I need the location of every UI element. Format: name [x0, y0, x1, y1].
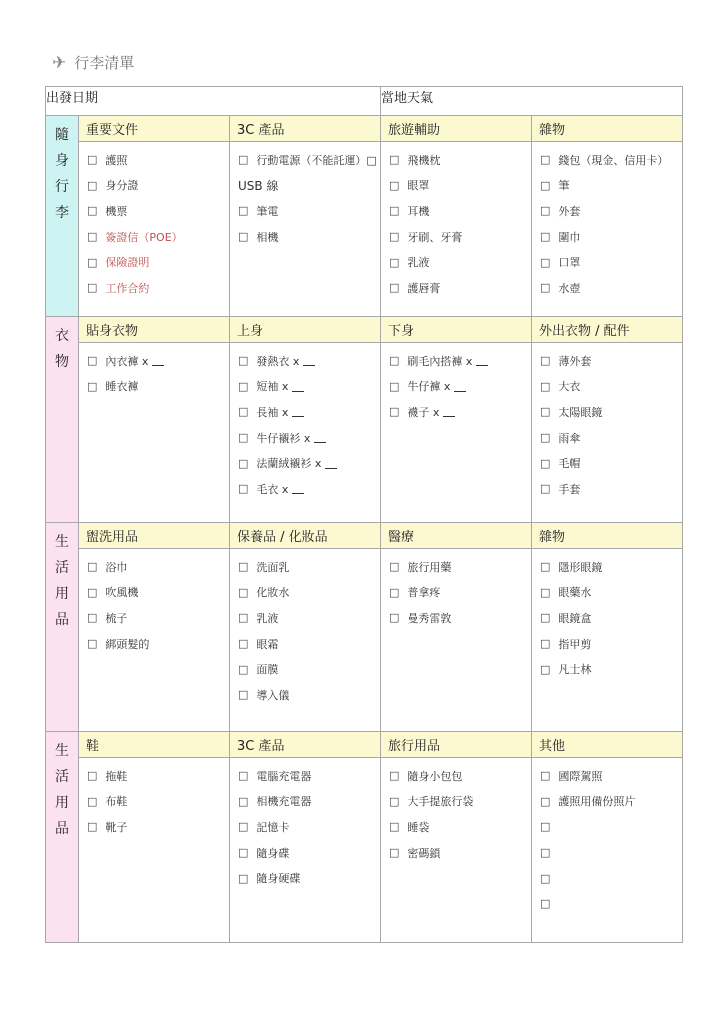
checklist-item-label: 普拿疼: [407, 586, 441, 600]
checklist-item-label: 相機充電器: [256, 795, 312, 809]
checkbox-icon[interactable]: □: [540, 662, 551, 676]
checklist-item-label: 牛仔褲 x: [407, 380, 451, 394]
checkbox-icon[interactable]: □: [389, 281, 400, 295]
checkbox-icon[interactable]: □: [540, 611, 551, 625]
checklist-item[interactable]: [238, 348, 380, 374]
checklist-item-label: 眼霜: [256, 637, 279, 651]
side-label-char: 生: [55, 743, 69, 759]
checklist-item[interactable]: [87, 249, 229, 275]
checkbox-icon[interactable]: □: [238, 204, 249, 218]
checklist-item-label: 行動電源（不能託運）□: [256, 153, 377, 167]
checklist-item[interactable]: [238, 476, 380, 502]
checkbox-icon[interactable]: □: [540, 456, 551, 470]
checklist-item-label: 護唇膏: [407, 281, 441, 295]
checklist-item-label: 拖鞋: [105, 769, 128, 783]
checklist-item-label: 旅行用藥: [407, 560, 452, 574]
local-weather-cell[interactable]: 當地天氣: [381, 87, 683, 116]
checklist-item-label: 面膜: [256, 663, 279, 677]
checkbox-icon[interactable]: □: [238, 456, 249, 470]
quantity-blank[interactable]: [314, 432, 326, 443]
checkbox-icon[interactable]: □: [87, 230, 98, 244]
checkbox-icon[interactable]: □: [238, 230, 249, 244]
checklist-item-label: 飛機枕: [407, 153, 441, 167]
side-label-char: 用: [55, 795, 69, 811]
side-label-char: 隨: [55, 127, 69, 143]
checkbox-icon[interactable]: □: [540, 871, 551, 885]
checkbox-icon[interactable]: □: [389, 820, 400, 834]
category-items: [230, 142, 381, 317]
checklist-item-label: 眼罩: [407, 179, 430, 193]
checklist-item[interactable]: [540, 476, 682, 502]
section-items-row: [46, 549, 683, 732]
checkbox-icon[interactable]: □: [238, 794, 249, 808]
checklist-item-label: 身分證: [105, 179, 139, 193]
checklist-item[interactable]: [540, 891, 682, 917]
checklist-item-label: 密碼鎖: [407, 846, 441, 860]
section-items-row: [46, 343, 683, 523]
side-label-char: 活: [55, 769, 69, 785]
checklist-item[interactable]: [238, 763, 380, 789]
checklist-item[interactable]: [540, 840, 682, 866]
checkbox-icon[interactable]: □: [389, 405, 400, 419]
checklist-item-label: 簽證信（POE）: [105, 230, 183, 244]
category-items: [532, 343, 683, 523]
checkbox-icon[interactable]: □: [238, 354, 249, 368]
section-side-label: [46, 732, 79, 943]
checklist-item[interactable]: [540, 605, 682, 631]
checklist-item[interactable]: [238, 865, 380, 891]
checklist-item-label: 梳子: [105, 611, 128, 625]
checklist-item[interactable]: [540, 147, 682, 173]
checklist-item[interactable]: [87, 348, 229, 374]
category-header: 盥洗用品: [79, 523, 230, 549]
checklist-item[interactable]: [540, 763, 682, 789]
category-header: 保養品 / 化妝品: [230, 523, 381, 549]
checklist-item[interactable]: [540, 865, 682, 891]
section-header-row: [46, 317, 683, 343]
checkbox-icon[interactable]: □: [87, 178, 98, 192]
checkbox-icon[interactable]: □: [238, 688, 249, 702]
checklist-item-label: 睡袋: [407, 820, 430, 834]
checklist-item[interactable]: [540, 789, 682, 815]
checklist-item[interactable]: [87, 814, 229, 840]
checklist-item-label: 牛仔襯衫 x: [256, 431, 311, 445]
quantity-blank[interactable]: [292, 483, 304, 494]
page-title-block: [52, 52, 134, 73]
category-items: [381, 343, 532, 523]
checkbox-icon[interactable]: □: [238, 405, 249, 419]
checkbox-icon[interactable]: □: [87, 769, 98, 783]
checkbox-icon[interactable]: □: [389, 794, 400, 808]
checklist-item-label: 口罩: [558, 256, 581, 270]
airplane-icon: ✈: [52, 52, 67, 73]
checklist-item[interactable]: [540, 275, 682, 301]
category-items: [79, 758, 230, 943]
category-items: [79, 343, 230, 523]
checkbox-icon[interactable]: □: [540, 379, 551, 393]
checklist-item-label: 相機: [256, 230, 279, 244]
checklist-item-label: 乳液: [407, 256, 430, 270]
header-row: [46, 87, 683, 116]
checkbox-icon[interactable]: □: [540, 281, 551, 295]
category-header: 旅遊輔助: [381, 116, 532, 142]
checklist-item[interactable]: [540, 198, 682, 224]
checklist-item-label: 電腦充電器: [256, 769, 312, 783]
side-label-char: 品: [55, 821, 69, 837]
checkbox-icon[interactable]: □: [389, 204, 400, 218]
checklist-item[interactable]: [540, 348, 682, 374]
checklist-item[interactable]: [238, 450, 380, 476]
checklist-item-label: 刷毛內搭褲 x: [407, 354, 473, 368]
category-items: [532, 549, 683, 732]
checklist-item-label: 長袖 x: [256, 405, 289, 419]
checkbox-icon[interactable]: □: [238, 482, 249, 496]
checklist-item-label: 牙刷、牙膏: [407, 230, 463, 244]
checkbox-icon[interactable]: □: [87, 153, 98, 167]
checkbox-icon[interactable]: □: [389, 585, 400, 599]
checklist-item-label: 洗面乳: [256, 560, 290, 574]
checklist-item[interactable]: [87, 605, 229, 631]
category-header: 貼身衣物: [79, 317, 230, 343]
checklist-item-label: 短袖 x: [256, 380, 289, 394]
category-header: 雜物: [532, 116, 683, 142]
section-items-row: [46, 758, 683, 943]
checklist-item[interactable]: [238, 198, 380, 224]
checklist-item-label: 隨身小包包: [407, 769, 463, 783]
checklist-item-label: 毛帽: [558, 457, 581, 471]
checkbox-icon[interactable]: □: [238, 871, 249, 885]
checkbox-icon[interactable]: □: [540, 820, 551, 834]
checkbox-icon[interactable]: □: [238, 611, 249, 625]
checklist-item[interactable]: [238, 789, 380, 815]
checklist-item-label: 水壺: [558, 281, 581, 295]
checklist-item-label: 浴巾: [105, 560, 128, 574]
checklist-item[interactable]: [540, 580, 682, 606]
quantity-blank[interactable]: [443, 406, 455, 417]
checklist-item-label: 睡衣褲: [105, 380, 139, 394]
checklist-item-label: 隱形眼鏡: [558, 560, 603, 574]
checkbox-icon[interactable]: □: [389, 153, 400, 167]
checklist-item-label: 機票: [105, 204, 128, 218]
checklist-item[interactable]: [87, 224, 229, 250]
checkbox-icon[interactable]: □: [540, 153, 551, 167]
checklist-item-label: 國際駕照: [558, 769, 603, 783]
category-header: 旅行用品: [381, 732, 532, 758]
checklist-item[interactable]: [238, 682, 380, 708]
checkbox-icon[interactable]: □: [540, 178, 551, 192]
side-label-char: 行: [55, 179, 69, 195]
checklist-item-label: 內衣褲 x: [105, 354, 149, 368]
category-items: [79, 142, 230, 317]
checkbox-icon[interactable]: □: [87, 560, 98, 574]
checklist-item[interactable]: [87, 173, 229, 199]
checklist-item[interactable]: [540, 374, 682, 400]
category-items: [230, 549, 381, 732]
section-header-row: [46, 523, 683, 549]
checkbox-icon[interactable]: □: [87, 204, 98, 218]
checkbox-icon[interactable]: □: [389, 230, 400, 244]
page-title: 行李清單: [74, 54, 135, 72]
checkbox-icon[interactable]: □: [238, 820, 249, 834]
checklist-item-label: USB 線: [238, 178, 279, 193]
section-side-label: [46, 116, 79, 317]
section-header-row: [46, 732, 683, 758]
checkbox-icon[interactable]: □: [540, 846, 551, 860]
checklist-item[interactable]: [389, 249, 531, 275]
checklist-item[interactable]: [238, 147, 380, 173]
checkbox-icon[interactable]: □: [389, 560, 400, 574]
checklist-item-label: 護照: [105, 153, 128, 167]
checklist-item-label: 筆: [558, 179, 570, 193]
checklist-item-label: 隨身碟: [256, 846, 290, 860]
checklist-item-label: 錢包（現金、信用卡）: [558, 153, 669, 167]
checklist-item[interactable]: [540, 631, 682, 657]
checkbox-icon[interactable]: □: [540, 769, 551, 783]
checkbox-icon[interactable]: □: [87, 379, 98, 393]
category-header: 醫療: [381, 523, 532, 549]
checklist-item-label: 毛衣 x: [256, 482, 289, 496]
checklist-item[interactable]: [389, 198, 531, 224]
quantity-blank[interactable]: [292, 381, 304, 392]
category-items: [532, 142, 683, 317]
section-side-label: [46, 317, 79, 523]
checklist-item[interactable]: [238, 399, 380, 425]
checkbox-icon[interactable]: □: [540, 204, 551, 218]
checklist-item-label: 襪子 x: [407, 405, 440, 419]
checklist-item[interactable]: [389, 275, 531, 301]
checklist-item[interactable]: [238, 840, 380, 866]
checklist-item[interactable]: [389, 554, 531, 580]
checklist-item[interactable]: [87, 763, 229, 789]
checklist-item-label: 曼秀雷敦: [407, 611, 452, 625]
category-header: 下身: [381, 317, 532, 343]
checkbox-icon[interactable]: □: [238, 153, 249, 167]
side-label-char: 用: [55, 586, 69, 602]
checklist-item[interactable]: [540, 425, 682, 451]
checklist-item[interactable]: [238, 173, 380, 199]
checklist-item-label: 圍巾: [558, 230, 581, 244]
quantity-blank[interactable]: [476, 355, 488, 366]
checklist-item[interactable]: [87, 374, 229, 400]
category-items: [230, 343, 381, 523]
checklist-item[interactable]: [540, 656, 682, 682]
section-items-row: [46, 142, 683, 317]
checklist-item[interactable]: [87, 554, 229, 580]
checkbox-icon[interactable]: □: [389, 255, 400, 269]
category-header: 重要文件: [79, 116, 230, 142]
category-header: 3C 產品: [230, 116, 381, 142]
checklist-item[interactable]: [238, 374, 380, 400]
checkbox-icon[interactable]: □: [87, 585, 98, 599]
category-header: 雜物: [532, 523, 683, 549]
checklist-item-label: 發熱衣 x: [256, 354, 300, 368]
checklist-item-label: 靴子: [105, 820, 128, 834]
checkbox-icon[interactable]: □: [540, 560, 551, 574]
checklist-item-label: 布鞋: [105, 795, 128, 809]
checklist-item[interactable]: [238, 224, 380, 250]
checklist-item[interactable]: [238, 580, 380, 606]
checkbox-icon[interactable]: □: [540, 255, 551, 269]
checklist-item[interactable]: [87, 275, 229, 301]
checklist-item-label: 耳機: [407, 204, 430, 218]
checkbox-icon[interactable]: □: [540, 585, 551, 599]
checklist-item-label: 隨身硬碟: [256, 872, 301, 886]
checkbox-icon[interactable]: □: [87, 820, 98, 834]
checklist-item[interactable]: [87, 580, 229, 606]
checklist-item[interactable]: [238, 631, 380, 657]
checklist-item-label: 化妝水: [256, 586, 290, 600]
checklist-item[interactable]: [238, 656, 380, 682]
category-items: [381, 758, 532, 943]
quantity-blank[interactable]: [292, 406, 304, 417]
checklist-item[interactable]: [87, 147, 229, 173]
checklist-item[interactable]: [389, 224, 531, 250]
checklist-item-label: 大手提旅行袋: [407, 795, 474, 809]
checklist-item[interactable]: [540, 224, 682, 250]
side-label-char: 品: [55, 612, 69, 628]
checklist-item[interactable]: [389, 173, 531, 199]
checklist-item[interactable]: [389, 763, 531, 789]
checkbox-icon[interactable]: □: [238, 560, 249, 574]
checklist-item-label: 雨傘: [558, 431, 581, 445]
checklist-item-label: 記憶卡: [256, 820, 290, 834]
checklist-item[interactable]: [389, 348, 531, 374]
checklist-item-label: 薄外套: [558, 354, 592, 368]
checkbox-icon[interactable]: □: [540, 354, 551, 368]
checklist-item[interactable]: [389, 147, 531, 173]
checkbox-icon[interactable]: □: [389, 379, 400, 393]
side-label-char: 物: [55, 354, 69, 370]
checkbox-icon[interactable]: □: [540, 230, 551, 244]
side-label-char: 活: [55, 560, 69, 576]
checklist-item[interactable]: [389, 605, 531, 631]
checklist-item[interactable]: [389, 580, 531, 606]
checklist-item[interactable]: [540, 173, 682, 199]
checkbox-icon[interactable]: □: [87, 611, 98, 625]
quantity-blank[interactable]: [325, 458, 337, 469]
checkbox-icon[interactable]: □: [389, 611, 400, 625]
checklist-item-label: 護照用備份照片: [558, 795, 636, 809]
checklist-item-label: 法蘭絨襯衫 x: [256, 457, 322, 471]
category-items: [532, 758, 683, 943]
checklist-item-label: 筆電: [256, 204, 279, 218]
checklist-item[interactable]: [238, 605, 380, 631]
side-label-char: 生: [55, 534, 69, 550]
checklist-item-label: 導入儀: [256, 688, 290, 702]
quantity-blank[interactable]: [303, 355, 315, 366]
checkbox-icon[interactable]: □: [238, 662, 249, 676]
checklist-item-label: 凡士林: [558, 663, 592, 677]
checklist-item[interactable]: [389, 789, 531, 815]
departure-date-cell[interactable]: 出發日期: [46, 87, 381, 116]
checkbox-icon[interactable]: □: [540, 897, 551, 911]
checkbox-icon[interactable]: □: [238, 379, 249, 393]
category-items: [230, 758, 381, 943]
checklist-item-label: 太陽眼鏡: [558, 405, 603, 419]
checklist-item-label: 手套: [558, 482, 581, 496]
checkbox-icon[interactable]: □: [87, 637, 98, 651]
checkbox-icon[interactable]: □: [238, 846, 249, 860]
checklist-item-label: 外套: [558, 204, 581, 218]
checkbox-icon[interactable]: □: [540, 431, 551, 445]
checkbox-icon[interactable]: □: [540, 482, 551, 496]
checklist-item[interactable]: [87, 789, 229, 815]
category-items: [381, 549, 532, 732]
section-header-row: [46, 116, 683, 142]
checklist-item[interactable]: [238, 814, 380, 840]
section-side-label: [46, 523, 79, 732]
checkbox-icon[interactable]: □: [87, 794, 98, 808]
checklist-item-label: 工作合約: [105, 281, 150, 295]
checkbox-icon[interactable]: □: [87, 354, 98, 368]
checklist-item[interactable]: [87, 631, 229, 657]
checkbox-icon[interactable]: □: [87, 255, 98, 269]
checkbox-icon[interactable]: □: [540, 405, 551, 419]
checkbox-icon[interactable]: □: [389, 178, 400, 192]
checklist-item-label: 大衣: [558, 380, 581, 394]
checklist-item[interactable]: [389, 399, 531, 425]
checklist-item-label: 乳液: [256, 611, 279, 625]
checklist-item[interactable]: [540, 399, 682, 425]
category-header: 外出衣物 / 配件: [532, 317, 683, 343]
category-items: [79, 549, 230, 732]
side-label-char: 李: [55, 205, 69, 221]
checkbox-icon[interactable]: □: [389, 354, 400, 368]
checklist-item[interactable]: [238, 554, 380, 580]
checklist-item[interactable]: [540, 249, 682, 275]
checkbox-icon[interactable]: □: [238, 769, 249, 783]
side-label-char: 身: [55, 153, 69, 169]
checklist-item-label: 指甲剪: [558, 637, 592, 651]
checkbox-icon[interactable]: □: [238, 637, 249, 651]
checklist-item-label: 綁頭髮的: [105, 637, 150, 651]
quantity-blank[interactable]: [454, 381, 466, 392]
checklist-item[interactable]: [540, 814, 682, 840]
checkbox-icon[interactable]: □: [238, 585, 249, 599]
checklist-item-label: 吹風機: [105, 586, 139, 600]
category-header: 其他: [532, 732, 683, 758]
side-label-char: 衣: [55, 328, 69, 344]
checklist-item[interactable]: [238, 425, 380, 451]
category-header: 鞋: [79, 732, 230, 758]
checklist-item[interactable]: [389, 840, 531, 866]
checkbox-icon[interactable]: □: [238, 431, 249, 445]
category-header: 3C 產品: [230, 732, 381, 758]
checkbox-icon[interactable]: □: [540, 794, 551, 808]
category-items: [381, 142, 532, 317]
checklist-item[interactable]: [389, 374, 531, 400]
checklist-item-label: 眼藥水: [558, 586, 592, 600]
checklist-item[interactable]: [540, 554, 682, 580]
checkbox-icon[interactable]: □: [540, 637, 551, 651]
category-header: 上身: [230, 317, 381, 343]
packing-list-table: [45, 86, 683, 943]
checklist-item[interactable]: [389, 814, 531, 840]
checklist-item[interactable]: [87, 198, 229, 224]
quantity-blank[interactable]: [152, 355, 164, 366]
checklist-item-label: 保險證明: [105, 256, 150, 270]
checkbox-icon[interactable]: □: [389, 769, 400, 783]
checklist-item-label: 眼鏡盒: [558, 611, 592, 625]
checkbox-icon[interactable]: □: [87, 281, 98, 295]
checklist-item[interactable]: [540, 450, 682, 476]
checkbox-icon[interactable]: □: [389, 846, 400, 860]
